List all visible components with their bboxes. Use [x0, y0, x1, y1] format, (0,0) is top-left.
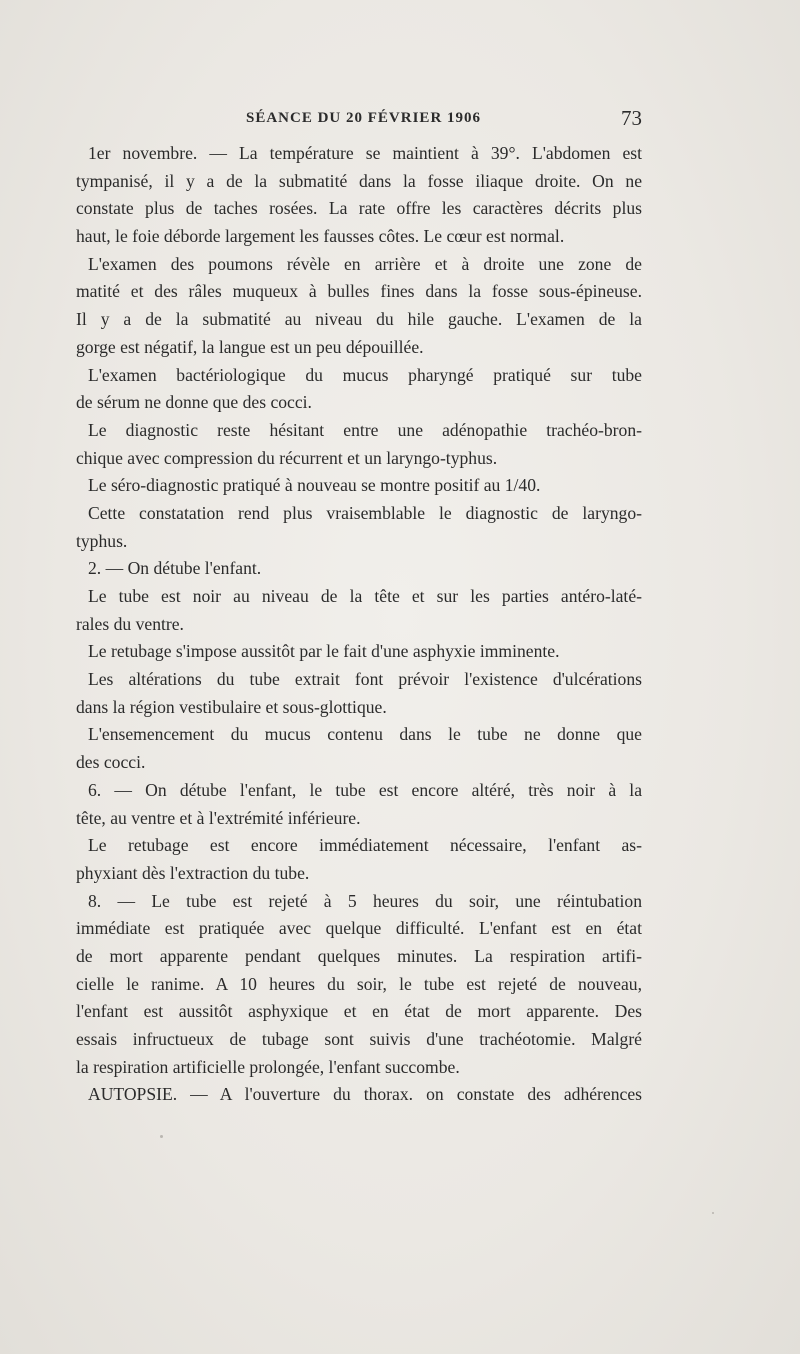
text-line: Le tube est noir au niveau de la tête et sur les parties antéro-laté-	[88, 586, 642, 606]
text-line: Cette constatation rend plus vraisemblable le diagnostic de laryngo-	[88, 502, 642, 523]
text-line: des cocci.	[76, 752, 146, 773]
text-line: Le séro-diagnostic pratiqué à nouveau se montre positif au 1/40.	[88, 475, 541, 496]
text-line: essais infructueux de tubage sont suivis d'une trachéotomie. Malgré	[76, 1029, 642, 1049]
text-line: chique avec compression du récurrent et un laryngo-typhus.	[76, 447, 498, 468]
text-line: tête, au ventre et à l'extrémité inférieure.	[76, 807, 361, 828]
text-line: phyxiant dès l'extraction du tube.	[76, 862, 310, 883]
text-line: L'examen des poumons révèle en arrière et à droite une zone de	[88, 253, 642, 274]
text-line: 6. — On détube l'enfant, le tube est encore altéré, très noir à la	[88, 779, 642, 800]
page-number: 73	[621, 106, 642, 130]
text-line: haut, le foie déborde largement les fausses côtes. Le cœur est normal.	[76, 226, 565, 247]
text-line: de sérum ne donne que des cocci.	[76, 392, 312, 413]
running-head: SÉANCE DU 20 FÉVRIER 1906	[246, 110, 482, 126]
text-line: matité et des râles muqueux à bulles fines dans la fosse sous-épineuse.	[76, 281, 642, 302]
text-line: AUTOPSIE. — A l'ouverture du thorax. on constate des adhérences	[88, 1084, 642, 1105]
text-line: la respiration artificielle prolongée, l'enfant succombe.	[76, 1056, 460, 1077]
text-line: 2. — On détube l'enfant.	[88, 558, 262, 579]
text-line: gorge est négatif, la langue est un peu dépouillée.	[76, 336, 424, 357]
text-line: dans la région vestibulaire et sous-glottique.	[76, 696, 387, 717]
text-line: Le diagnostic reste hésitant entre une adénopathie trachéo-bron-	[88, 419, 642, 440]
text-line: Il y a de la submatité au niveau du hile gauche. L'examen de la	[76, 309, 642, 330]
text-line: constate plus de taches rosées. La rate offre les caractères décrits plus	[76, 198, 642, 219]
text-line: rales du ventre.	[76, 613, 184, 634]
text-line: typhus.	[76, 530, 128, 551]
text-line: Le retubage s'impose aussitôt par le fait d'une asphyxie imminente.	[88, 641, 560, 662]
text-line: immédiate est pratiquée avec quelque difficulté. L'enfant est en état	[76, 918, 642, 939]
text-line: Le retubage est encore immédiatement nécessaire, l'enfant as-	[88, 835, 642, 856]
text-line: 8. — Le tube est rejeté à 5 heures du soir, une réintubation	[88, 890, 642, 911]
paper-speck	[160, 1135, 163, 1138]
text-line: 1er novembre. — La température se maintient à 39°. L'abdomen est	[88, 143, 642, 163]
body-text	[76, 140, 642, 1109]
text-line: Les altérations du tube extrait font prévoir l'existence d'ulcérations	[88, 669, 642, 690]
text-line: cielle le ranime. A 10 heures du soir, le tube est rejeté de nouveau,	[76, 973, 642, 994]
text-line: de mort apparente pendant quelques minutes. La respiration artifi-	[76, 945, 642, 966]
paper-speck	[712, 1212, 714, 1214]
text-line: L'ensemencement du mucus contenu dans le tube ne donne que	[88, 724, 642, 745]
text-line: tympanisé, il y a de la submatité dans la fosse iliaque droite. On ne	[76, 170, 642, 191]
page-header	[76, 106, 642, 136]
text-line: L'examen bactériologique du mucus pharyngé pratiqué sur tube	[88, 364, 642, 385]
text-line: l'enfant est aussitôt asphyxique et en état de mort apparente. Des	[76, 1001, 642, 1022]
